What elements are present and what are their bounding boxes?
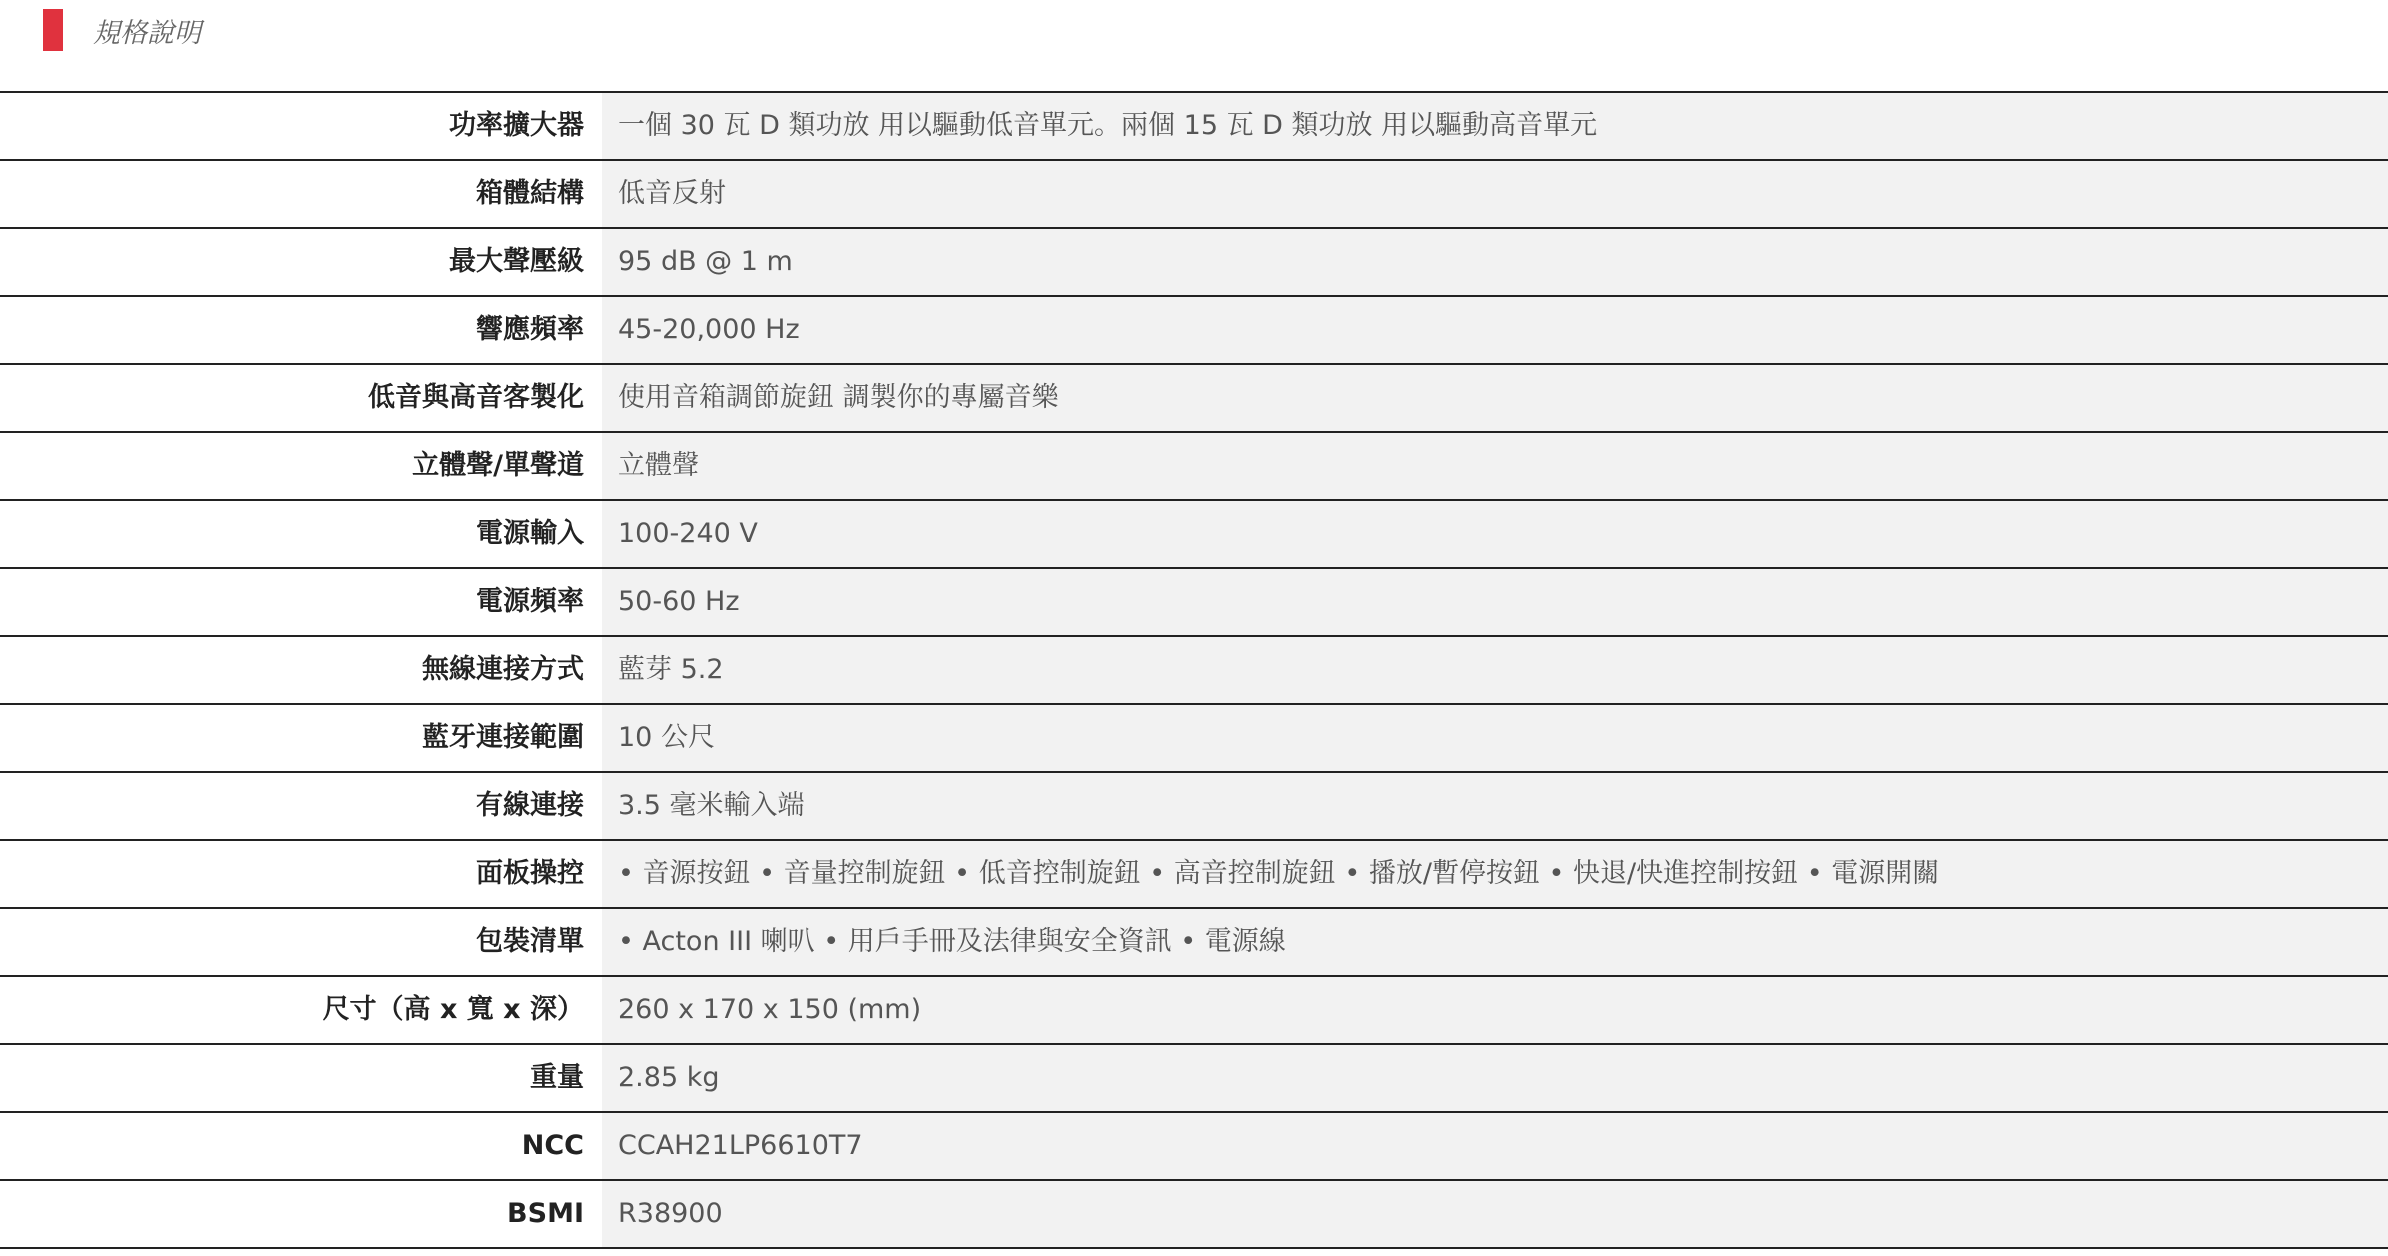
section-accent-bar <box>43 9 63 51</box>
spec-label: 有線連接 <box>0 773 602 839</box>
spec-label: 面板操控 <box>0 841 602 907</box>
spec-label: 重量 <box>0 1045 602 1111</box>
spec-label: NCC <box>0 1113 602 1179</box>
spec-value: 低音反射 <box>602 161 2388 227</box>
spec-label: 低音與高音客製化 <box>0 365 602 431</box>
spec-row-frequency-response <box>0 297 2388 365</box>
section-header <box>43 9 201 51</box>
spec-row-bass-treble <box>0 365 2388 433</box>
spec-label: 電源輸入 <box>0 501 602 567</box>
spec-value: 2.85 kg <box>602 1045 2388 1111</box>
spec-label: 包裝清單 <box>0 909 602 975</box>
spec-value: 3.5 毫米輸入端 <box>602 773 2388 839</box>
spec-value: 45-20,000 Hz <box>602 297 2388 363</box>
spec-label: 立體聲/單聲道 <box>0 433 602 499</box>
section-title: 規格說明 <box>93 17 201 49</box>
spec-row-power-frequency <box>0 569 2388 637</box>
spec-label: 響應頻率 <box>0 297 602 363</box>
spec-row-panel-controls <box>0 841 2388 909</box>
spec-value: 使用音箱調節旋鈕 調製你的專屬音樂 <box>602 365 2388 431</box>
spec-label: BSMI <box>0 1181 602 1247</box>
spec-row-ncc <box>0 1113 2388 1181</box>
spec-row-max-spl <box>0 229 2388 297</box>
spec-row-amplifier <box>0 93 2388 161</box>
spec-row-power-input <box>0 501 2388 569</box>
spec-label: 尺寸（高 x 寬 x 深） <box>0 977 602 1043</box>
spec-row-package-contents <box>0 909 2388 977</box>
spec-value: 260 x 170 x 150 (mm) <box>602 977 2388 1043</box>
spec-row-enclosure <box>0 161 2388 229</box>
spec-value: 立體聲 <box>602 433 2388 499</box>
spec-value: 一個 30 瓦 D 類功放 用以驅動低音單元。兩個 15 瓦 D 類功放 用以驅動高音單元 <box>602 93 2388 159</box>
spec-value: 藍芽 5.2 <box>602 637 2388 703</box>
spec-row-wired <box>0 773 2388 841</box>
spec-value: • 音源按鈕 • 音量控制旋鈕 • 低音控制旋鈕 • 高音控制旋鈕 • 播放/暫停按鈕 • 快退/快進控制按鈕 • 電源開關 <box>602 841 2388 907</box>
spec-table <box>0 91 2388 1249</box>
spec-row-dimensions <box>0 977 2388 1045</box>
spec-row-wireless <box>0 637 2388 705</box>
spec-label: 箱體結構 <box>0 161 602 227</box>
spec-row-stereo-mono <box>0 433 2388 501</box>
spec-label: 電源頻率 <box>0 569 602 635</box>
spec-label: 無線連接方式 <box>0 637 602 703</box>
spec-row-bsmi <box>0 1181 2388 1249</box>
spec-value: CCAH21LP6610T7 <box>602 1113 2388 1179</box>
spec-value: R38900 <box>602 1181 2388 1247</box>
spec-value: 50-60 Hz <box>602 569 2388 635</box>
spec-value: • Acton III 喇叭 • 用戶手冊及法律與安全資訊 • 電源線 <box>602 909 2388 975</box>
spec-label: 藍牙連接範圍 <box>0 705 602 771</box>
spec-row-weight <box>0 1045 2388 1113</box>
spec-label: 功率擴大器 <box>0 93 602 159</box>
spec-value: 10 公尺 <box>602 705 2388 771</box>
spec-value: 100-240 V <box>602 501 2388 567</box>
spec-value: 95 dB @ 1 m <box>602 229 2388 295</box>
spec-label: 最大聲壓級 <box>0 229 602 295</box>
spec-row-bluetooth-range <box>0 705 2388 773</box>
